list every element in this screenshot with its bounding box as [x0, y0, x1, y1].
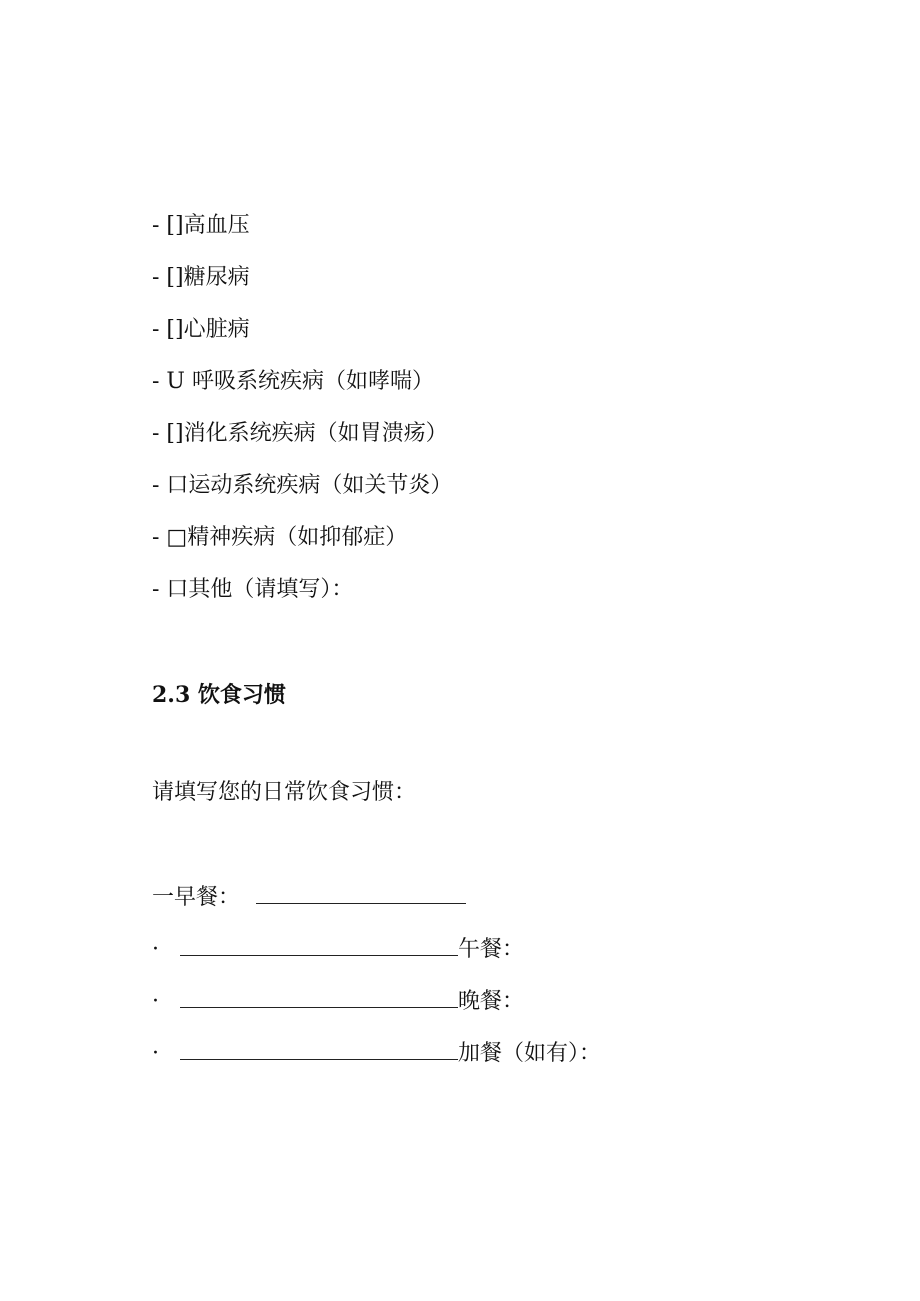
condition-respiratory[interactable]: - U 呼吸系统疾病（如哮喘）: [152, 369, 434, 394]
breakfast-label: 一早餐：: [152, 885, 241, 910]
condition-digestive[interactable]: - []消化系统疾病（如胃溃疡）: [152, 421, 448, 446]
section-intro: 请填写您的日常饮食习惯：: [152, 780, 417, 805]
lunch-row: [152, 933, 524, 965]
condition-mental[interactable]: - □精神疾病（如抑郁症）: [152, 525, 408, 550]
dinner-row: [152, 985, 524, 1017]
condition-musculoskeletal[interactable]: - 口运动系统疾病（如关节炎）: [152, 473, 453, 498]
condition-hypertension[interactable]: - []高血压: [152, 213, 250, 238]
condition-diabetes[interactable]: - []糖尿病: [152, 265, 250, 290]
bullet: ·: [152, 1041, 159, 1066]
snack-row: [152, 1037, 601, 1069]
condition-other[interactable]: - 口其他（请填写）：: [152, 577, 354, 602]
breakfast-field[interactable]: [256, 881, 466, 904]
dinner-prev-field[interactable]: [180, 985, 458, 1008]
snack-prev-field[interactable]: [180, 1037, 458, 1060]
breakfast-row: [152, 881, 466, 913]
section-heading: 2.3 饮食习惯: [152, 682, 286, 708]
dinner-label: 晚餐：: [458, 989, 525, 1014]
bullet: ·: [152, 937, 159, 962]
bullet: ·: [152, 989, 159, 1014]
lunch-label: 午餐：: [458, 937, 525, 962]
snack-label: 加餐（如有）：: [458, 1041, 602, 1066]
condition-heart-disease[interactable]: - []心脏病: [152, 317, 250, 342]
lunch-prev-field[interactable]: [180, 933, 458, 956]
